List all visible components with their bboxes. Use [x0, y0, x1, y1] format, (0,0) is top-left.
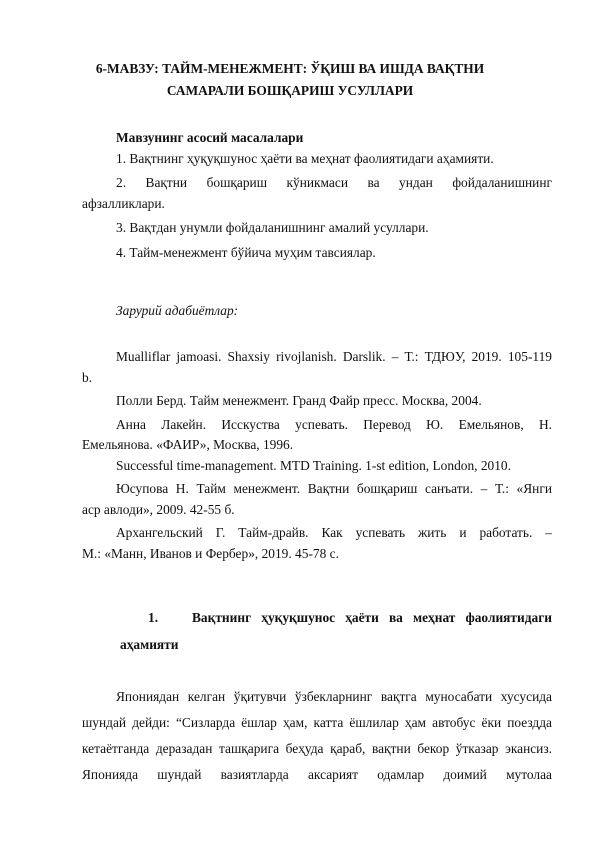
issue-item: 1. Вақтнинг ҳуқуқшунос ҳаёти ва меҳнат фаолиятидаги аҳамияти.	[116, 150, 494, 166]
issue-item-cont: афзалликлари.	[82, 195, 165, 211]
issues-block	[82, 128, 552, 263]
body-line: Японияда шундай вазиятларда аксарият одамлар доимий мутолаа	[82, 767, 552, 782]
literature-entry: Архангельский Г. Тайм-драйв. Как успевать жить и работать. –	[116, 525, 552, 540]
literature-entry-cont: b.	[82, 369, 93, 385]
literature-entry: Mualliflar jamoasi. Shaxsiy rivojlanish. Darslik. – Т.: ТДЮУ, 2019. 105-119	[116, 349, 552, 364]
literature-entry-cont: М.: «Манн, Иванов и Фербер», 2019. 45-78 с.	[82, 545, 339, 561]
literature-entry: Полли Берд. Тайм менежмент. Гранд Файр пресс. Москва, 2004.	[116, 393, 482, 408]
body-paragraph	[82, 684, 552, 788]
literature-entry: Successful time-management. MTD Training. 1-st edition, London, 2010.	[116, 457, 511, 473]
literature-heading: Зарурий адабиётлар:	[116, 303, 239, 318]
literature-entry: Юсупова Н. Тайм менежмент. Вақтни бошқариш санъати. – Т.: «Янги	[116, 481, 552, 496]
title-line-1: 6-МАВЗУ: ТАЙМ-МЕНЕЖМЕНТ: ЎҚИШ ВА ИШДА ВАҚТНИ	[95, 61, 485, 76]
literature-entry-cont: аср авлоди», 2009. 42-55 б.	[82, 501, 235, 517]
literature-heading-block	[82, 301, 552, 322]
section-title-line-2: аҳамияти	[120, 636, 179, 652]
body-line: кетаётганда деразадан ташқарига беҳуда қараб, вақтни бекор ўтказар экансиз.	[82, 741, 552, 756]
document-title	[80, 58, 500, 102]
body-line: Япониядан келган ўқитувчи ўзбекларнинг вақтга муносабати хусусида	[116, 689, 552, 704]
issue-item: 2. Вақтни бошқариш кўникмаси ва ундан фойдаланишнинг	[116, 175, 552, 190]
title-line-2: САМАРАЛИ БОШҚАРИШ УСУЛЛАРИ	[166, 83, 414, 98]
body-line: шундай дейди: “Сизларда ёшлар ҳам, катта ёшлилар ҳам автобус ёки поездда	[82, 715, 552, 730]
section-number: 1.	[148, 610, 159, 625]
literature-list	[82, 347, 552, 564]
section-title-line-1: Вақтнинг ҳуқуқшунос ҳаёти ва меҳнат фаолиятидаги	[192, 610, 552, 625]
section-heading	[116, 608, 552, 655]
literature-entry: Анна Лакейн. Исскуства успевать. Перевод Ю. Емельянов, Н.	[116, 416, 552, 432]
literature-entry-cont: Емельянова. «ФАИР», Москва, 1996.	[82, 437, 294, 452]
issue-item: 3. Вақтдан унумли фойдаланишнинг амалий усуллари.	[116, 220, 429, 235]
issues-heading: Мавзунинг асосий масалалари	[116, 130, 304, 145]
issue-item: 4. Тайм-менежмент бўйича муҳим тавсиялар.	[116, 244, 376, 260]
